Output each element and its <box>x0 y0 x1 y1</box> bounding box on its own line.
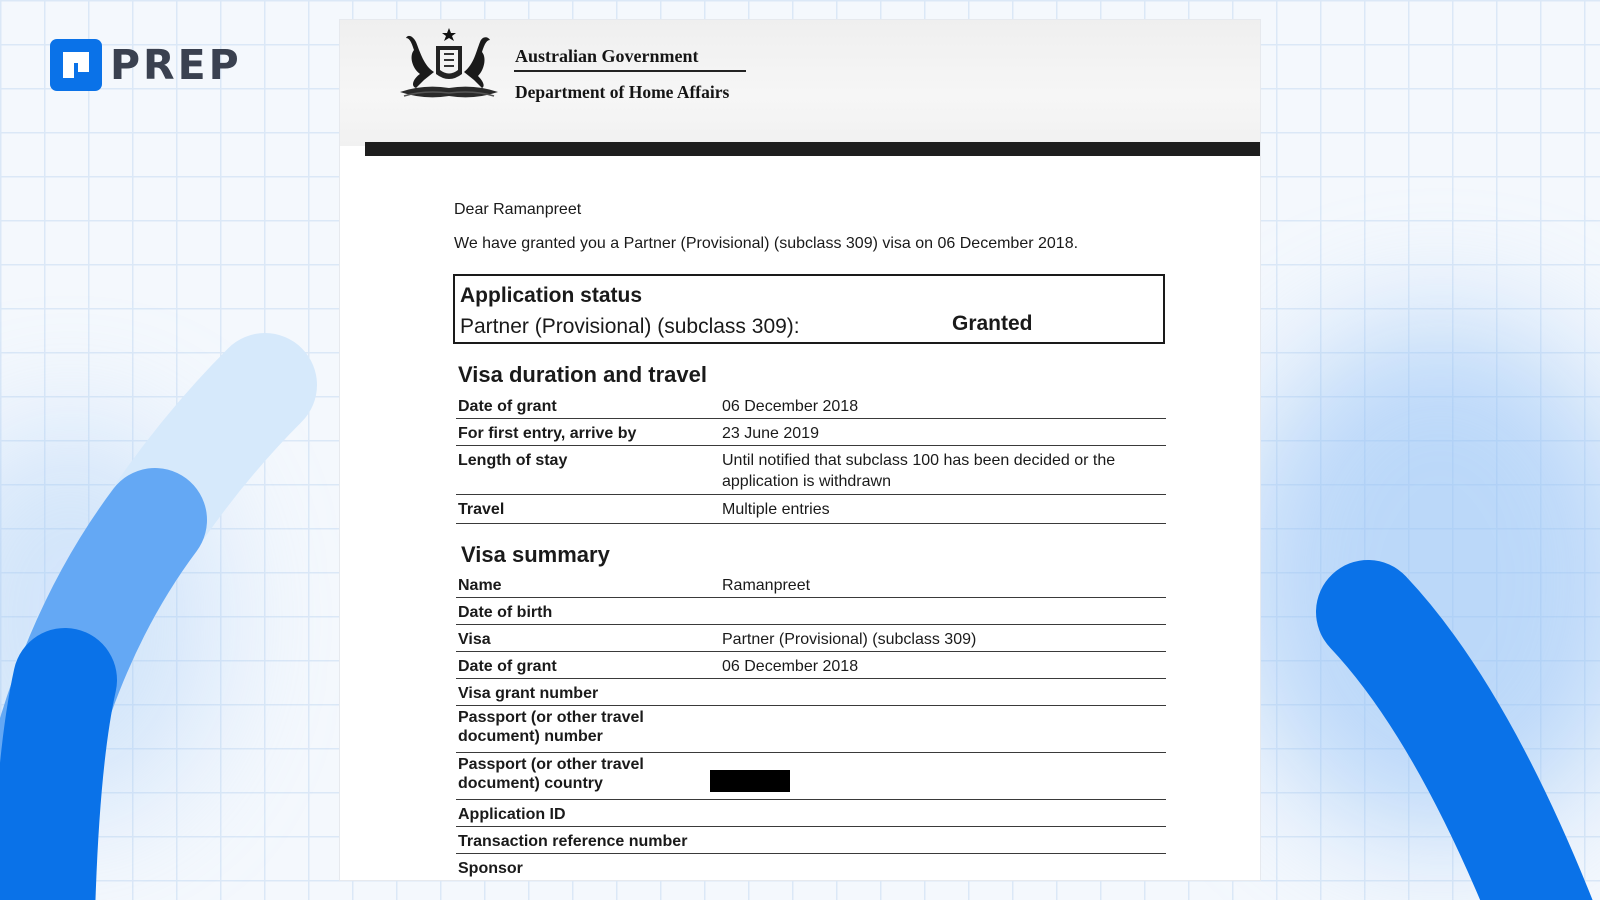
table-row <box>456 625 1166 652</box>
table-row <box>456 571 1166 598</box>
table-row <box>456 419 1166 446</box>
application-status-visa: Partner (Provisional) (subclass 309): <box>460 315 800 338</box>
visa-summary-table <box>456 571 1166 880</box>
application-status-title: Application status <box>460 284 643 307</box>
arc-dark-right <box>1368 612 1560 900</box>
letter-header <box>340 20 1260 146</box>
row-label: Passport (or other travel document) country <box>458 756 644 792</box>
prep-logo[interactable] <box>50 39 242 91</box>
salutation: Dear Ramanpreet <box>454 201 582 218</box>
table-row <box>456 854 1166 880</box>
row-label: Transaction reference number <box>458 833 688 850</box>
redacted-block <box>710 770 790 792</box>
department-name: Department of Home Affairs <box>515 82 730 102</box>
row-value: 06 December 2018 <box>722 658 859 675</box>
row-label: Travel <box>458 501 505 518</box>
table-row <box>456 598 1166 625</box>
row-label: Length of stay <box>458 452 568 469</box>
table-row <box>456 706 1166 753</box>
row-label: Visa grant number <box>458 685 599 702</box>
row-label: Date of grant <box>458 658 557 675</box>
table-row <box>456 753 1166 800</box>
row-label: Date of birth <box>458 604 553 621</box>
table-row <box>456 800 1166 827</box>
prep-logo-icon <box>50 39 102 91</box>
grant-intro: We have granted you a Partner (Provisional) (subclass 309) visa on 06 December 2018. <box>454 235 1079 252</box>
table-row <box>456 495 1166 524</box>
row-label: Passport (or other travel document) number <box>458 709 644 745</box>
application-status-box <box>453 274 1165 344</box>
row-value: 06 December 2018 <box>722 398 859 415</box>
table-row <box>456 679 1166 706</box>
table-row <box>456 392 1166 419</box>
prep-logo-text: PREP <box>110 41 242 89</box>
header-divider-bar <box>365 142 1260 156</box>
visa-duration-title: Visa duration and travel <box>458 362 708 387</box>
row-label: Date of grant <box>458 398 557 415</box>
government-name: Australian Government <box>515 46 699 66</box>
row-label: Sponsor <box>458 860 523 877</box>
table-row <box>456 827 1166 854</box>
application-status-value: Granted <box>952 312 1033 335</box>
visa-summary-title: Visa summary <box>461 542 610 567</box>
row-value: Ramanpreet <box>722 577 811 594</box>
row-label: For first entry, arrive by <box>458 425 637 442</box>
row-label: Visa <box>458 631 491 648</box>
header-rule <box>514 70 746 72</box>
row-value: Partner (Provisional) (subclass 309) <box>722 631 977 648</box>
row-label: Application ID <box>458 806 566 823</box>
row-value: Until notified that subclass 100 has been decided or the application is withdrawn <box>722 452 1116 490</box>
row-value: Multiple entries <box>722 501 830 518</box>
row-value: 23 June 2019 <box>722 425 819 442</box>
row-label: Name <box>458 577 502 594</box>
table-row <box>456 446 1166 495</box>
arc-dark-left <box>42 680 65 900</box>
coat-of-arms-icon <box>394 26 504 104</box>
visa-grant-letter <box>340 20 1260 880</box>
visa-duration-table <box>456 392 1166 524</box>
table-row <box>456 652 1166 679</box>
